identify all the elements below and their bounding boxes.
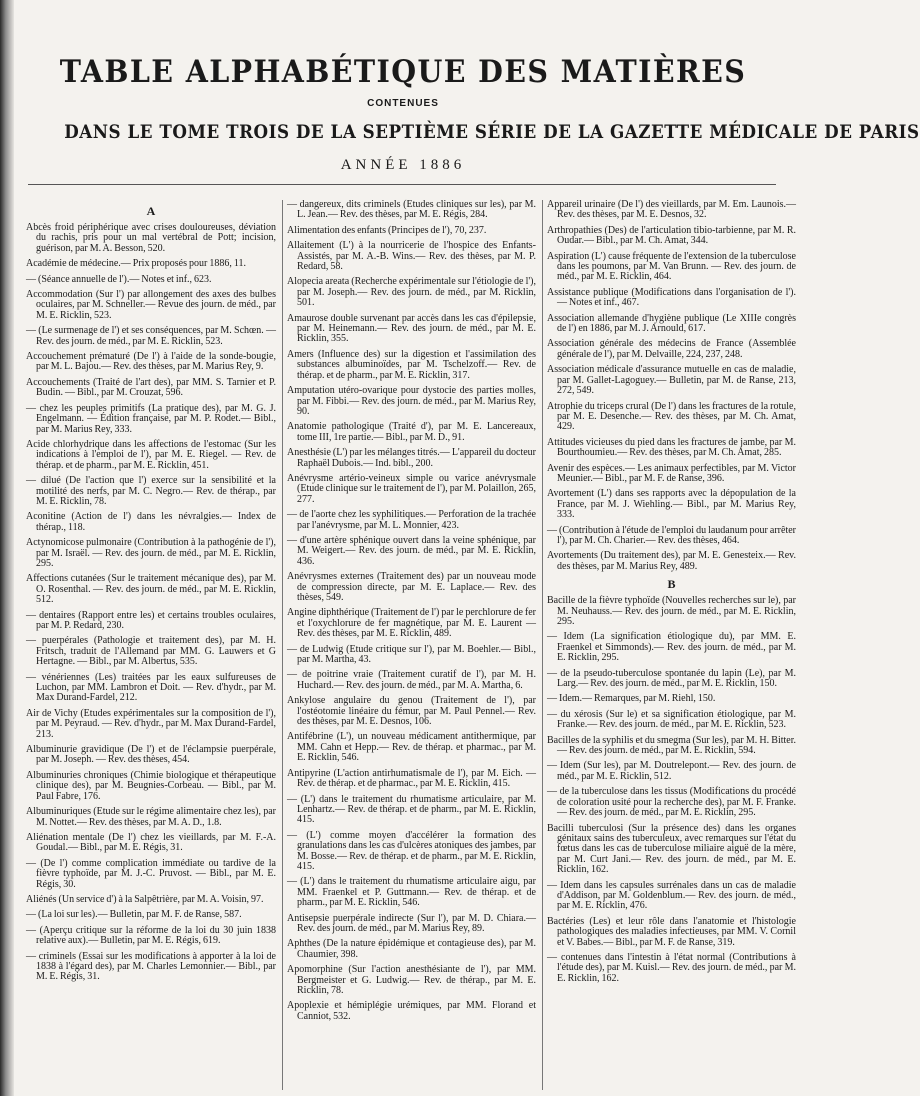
index-entry: Bactéries (Les) et leur rôle dans l'anatomie et l'histologie pathologiques des maladies infectieuses, par MM. V. Cornil et V. Babes.— Bibl., par M. F. de Ranse, 319. [547, 915, 796, 948]
index-entry: — (Le surmenage de l') et ses conséquences, par M. Schœn. — Rev. des journ. de méd., par M. E. Ricklin, 523. [26, 325, 276, 347]
index-entry: Appareil urinaire (De l') des vieillards, par M. Em. Launois.— Rev. des thèses, par M. E. Desnos, 32. [547, 199, 796, 221]
index-entry: Atrophie du triceps crural (De l') dans les fractures de la rotule, par M. E. Desenche.— Rev. des thèses, par M. Ch. Amat, 429. [547, 400, 796, 433]
index-entry: — dilué (De l'action que l') exerce sur la sensibilité et la motilité des nerfs, par M. C. Negro.— Rev. de thérap., par M. E. Ricklin, 78. [26, 475, 276, 507]
page-subtitle: CONTENUES [367, 98, 439, 109]
index-entry: — chez les peuples primitifs (La pratique des), par M. G. J. Engelmann. — Édition française, par M. P. Rodet.— Bibl., par M. Marius Rey, 333. [26, 402, 276, 435]
index-entry: Accouchement prématuré (De l') à l'aide de la sonde-bougie, par M. L. Bajou.— Rev. des thèses, par M. Marius Rey, 9. [26, 351, 276, 373]
index-entry: — (L') dans le traitement du rhumatisme articulaire aigu, par MM. Fraenkel et P. Guttmann.— Rev. de thérap. et de pharm., par M. E. Ricklin, 546. [287, 876, 536, 909]
index-entry: Apoplexie et hémiplégie urémiques, par MM. Florand et Canniot, 532. [287, 1000, 536, 1022]
index-entry: Anévrysme artério-veineux simple ou varice anévrysmale (Etude clinique sur le traitement de l'), par M. Polaillon, 265, 277. [287, 472, 536, 505]
index-entry: Abcès froid périphérique avec crises douloureuses, déviation du rachis, pris pour un mal vertébral de Pott; incision, guérison, par M. A. Besson, 520. [26, 222, 276, 254]
index-column-1 [26, 200, 276, 1090]
index-entry: — dentaires (Rapport entre les) et certains troubles oculaires, par M. P. Redard, 230. [26, 609, 276, 631]
index-entry: Assistance publique (Modifications dans l'organisation de l').— Notes et inf., 467. [547, 286, 796, 309]
index-entry: Allaitement (L') à la nourricerie de l'hospice des Enfants-Assistés, par M. A.-B. Wins.— Rev. des thèses, par M. P. Redard, 58. [287, 240, 536, 273]
index-entry: — d'une artère sphénique ouvert dans la veine sphénique, par M. Weigert.— Rev. des journ. de méd., par M. E. Ricklin, 436. [287, 534, 536, 567]
index-entry: Aliénés (Un service d') à la Salpêtrière, par M. A. Voisin, 97. [26, 893, 264, 905]
document-header [18, 54, 920, 174]
index-entry: Ankylose angulaire du genou (Traitement de l'), par l'ostéotomie linéaire du fémur, par M. Paul Pennel.— Rev. des thèses, par M. E. Desnos, 106. [287, 695, 536, 728]
index-entry: Alopecia areata (Recherche expérimentale sur l'étiologie de l'), par M. Joseph.— Rev. des journ. de méd., par M. Ricklin, 501. [287, 276, 536, 309]
index-entry: Avenir des espèces.— Les animaux perfectibles, par M. Victor Meunier.— Bibl., par M. F. de Ranse, 396. [547, 462, 796, 484]
index-entry: — criminels (Essai sur les modifications à apporter à la loi de 1838 à l'égard des), par M. Charles Lemonnier.— Bibl., par M. E. Régis, 31. [26, 950, 276, 983]
index-entry: — contenues dans l'intestin à l'état normal (Contributions à l'étude des), par M. Kuisl.— Rev. des journ. de méd., par M. E. Ricklin, 162. [547, 951, 796, 984]
index-entry: Académie de médecine.— Prix proposés pour 1886, 11. [26, 258, 246, 270]
index-entry: Association allemande d'hygiène publique (Le XIIIe congrès de l') en 1886, par M. J. Arnould, 617. [547, 312, 796, 335]
index-entry: — de la tuberculose dans les tissus (Modifications du procédé de coloration usité pour la recherche des), par M. F. Franke.— Rev. des journ. de méd., par M. E. Ricklin, 295. [547, 786, 796, 819]
index-entry: Alimentation des enfants (Principes de l'), 70, 237. [287, 224, 487, 236]
index-entry: Affections cutanées (Sur le traitement mécanique des), par M. O. Rosenthal. — Rev. des journ. de méd., par M. E. Ricklin, 512. [26, 573, 276, 606]
index-entry: Acide chlorhydrique dans les affections de l'estomac (Sur les indications à l'emploi de l'), par M. E. Riegel. — Rev. de thérap. et de pharm., par M. E. Ricklin, 451. [26, 438, 276, 471]
index-entry: — Idem.— Remarques, par M. Riehl, 150. [547, 693, 716, 705]
index-entry: — puerpérales (Pathologie et traitement des), par M. H. Fritsch, traduit de l'Allemand par MM. G. Lauwers et G Hertagne. — Bibl., par M. Albertus, 535. [26, 635, 276, 668]
index-entry: Arthropathies (Des) de l'articulation tibio-tarbienne, par M. R. Oudar.— Bibl., par M. Ch. Amat, 344. [547, 224, 796, 247]
index-entry: Bacilles de la syphilis et du smegma (Sur les), par M. H. Bitter.— Rev. des journ. de méd., par M. E. Ricklin, 594. [547, 734, 796, 757]
index-entry: Antifébrine (L'), un nouveau médicament antithermique, par MM. Cahn et Hepp.— Rev. de thérap. et pharmac., par M. E. Ricklin, 546. [287, 731, 536, 764]
section-letter-b: B [667, 577, 676, 592]
year-label: ANNÉE 1886 [340, 157, 466, 173]
index-columns [26, 199, 796, 1090]
index-entry: Antipyrine (L'action antirhumatismale de l'), par M. Eich. — Rev. de thérap. et de pharmac., par M. E. Ricklin, 415. [287, 767, 536, 790]
index-column-3 [542, 200, 796, 1090]
index-entry: Aspiration (L') cause fréquente de l'extension de la tuberculose dans les poumons, par M. Van Brunn. — Rev. des journ. de méd., par M. E. Ricklin, 464. [547, 250, 796, 283]
index-entry: — Idem (La signification étiologique du), par MM. E. Fraenkel et Simmonds).— Rev. des journ. de méd., par M. E. Ricklin, 295. [547, 631, 796, 664]
index-entry: — (Aperçu critique sur la réforme de la loi du 30 juin 1838 relative aux).— Bulletin, par M. E. Régis, 619. [26, 924, 276, 947]
index-entry: — du xérosis (Sur le) et sa signification étiologique, par M. Franke.— Rev. des journ. de méd., par M. E. Ricklin, 523. [547, 708, 796, 731]
index-entry: Albuminuriques (Etude sur le régime alimentaire chez les), par M. Nottet.— Rev. des thèses, par M. A. D., 1.8. [26, 806, 276, 828]
index-entry: Accouchements (Traité de l'art des), par MM. S. Tarnier et P. Budin. — Bibl., par M. Crouzat, 596. [26, 376, 276, 399]
index-entry: Amaurose double survenant par accès dans les cas d'épilepsie, par M. Heinemann.— Rev. des journ. de méd., par M. E. Ricklin, 355. [287, 312, 536, 345]
index-entry: — de l'aorte chez les syphilitiques.— Perforation de la trachée par l'anévrysme, par M. L. Monnier, 423. [287, 509, 536, 531]
section-letter-a: A [146, 204, 156, 218]
page-fold-shadow [0, 0, 14, 1096]
index-entry: Avortement (L') dans ses rapports avec la dépopulation de la France, par M. J. Wiehling.— Bibl., par M. Marius Rey, 333. [547, 488, 796, 521]
index-entry: — dangereux, dits criminels (Etudes cliniques sur les), par M. L. Jean.— Rev. des thèses, par M. E. Régis, 284. [287, 199, 536, 221]
index-entry: Amputation utéro-ovarique pour dystocie des parties molles, par M. Fibbi.— Rev. des journ. de méd., par M. Marius Rey, 90. [287, 385, 536, 417]
index-entry: Association générale des médecins de France (Assemblée générale de l'), par M. Delvaille, 224, 237, 248. [547, 338, 796, 360]
index-entry: Aliénation mentale (De l') chez les vieillards, par M. F.-A. Goudal.— Bibl., par M. E. Régis, 31. [26, 831, 276, 854]
journal-title: DANS LE TOME TROIS DE LA SEPTIÈME SÉRIE DE LA GAZETTE MÉDICALE DE PARIS [64, 121, 920, 143]
index-entry: Anévrysmes externes (Traitement des) par un nouveau mode de compression directe, par M. E. Laplace.— Rev. des thèses, 549. [287, 571, 536, 603]
index-entry: Air de Vichy (Etudes expérimentales sur la composition de l'), par M. Peyraud. — Rev. d'hydr., par M. Max Durand-Fardel, 213. [26, 707, 276, 740]
index-entry: Anesthésie (L') par les mélanges titrés.— L'appareil du docteur Raphaël Dubois.— Ind. bibl., 200. [287, 447, 536, 469]
index-entry: — (L') dans le traitement du rhumatisme articulaire, par M. Lenhartz.— Rev. de thérap. et de pharm., par M. E. Ricklin, 415. [287, 793, 536, 826]
index-entry: Accommodation (Sur l') par allongement des axes des bulbes oculaires, par M. Schneller.— Revue des journ. de méd., par M. E. Ricklin, 523. [26, 289, 276, 321]
index-entry: — (L') comme moyen d'accélérer la formation des granulations dans les cas d'ulcères atoniques des jambes, par M. Bosse.— Rev. de thérap. et de pharm., par M. E. Ricklin, 415. [287, 829, 536, 872]
index-entry: — de poitrine vraie (Traitement curatif de l'), par M. H. Huchard.— Rev. des journ. de méd., par M. A. Martha, 6. [287, 669, 536, 691]
index-entry: — de la pseudo-tuberculose spontanée du lapin (Le), par M. Larg.— Rev. des journ. de méd., par M. E. Ricklin, 150. [547, 667, 796, 690]
index-entry: — (De l') comme complication immédiate ou tardive de la fièvre typhoïde, par M. J.-C. Pruvost. — Bibl., par M. E. Régis, 30. [26, 857, 276, 890]
index-entry: Amers (Influence des) sur la digestion et l'assimilation des substances albuminoïdes, par M. Tschelzoff.— Rev. de thérap. et de pharm., par M. E. Ricklin, 317. [287, 348, 536, 381]
index-column-2 [282, 200, 536, 1090]
index-entry: Apomorphine (Sur l'action anesthésiante de l'), par MM. Bergmeister et G. Ludwig.— Rev. de thérap., par M. E. Ricklin, 78. [287, 964, 536, 996]
index-entry: — (Séance annuelle de l').— Notes et inf., 623. [26, 273, 212, 285]
index-entry: Aconitine (Action de l') dans les névralgies.— Index de thérap., 118. [26, 511, 276, 533]
index-entry: — Idem (Sur les), par M. Doutrelepont.— Rev. des journ. de méd., par M. E. Ricklin, 512. [547, 760, 796, 782]
header-rule [28, 184, 776, 185]
index-entry: — vénériennes (Les) traitées par les eaux sulfureuses de Luchon, par MM. Lambron et Doit. — Rev. d'hydr., par M. Max Durand-Fardel, 212. [26, 671, 276, 704]
index-entry: — (La loi sur les).— Bulletin, par M. F. de Ranse, 587. [26, 909, 242, 921]
index-entry: Albuminuries chroniques (Chimie biologique et thérapeutique clinique des), par M. Beugnies-Corbeau. — Bibl., par M. Paul Fabre, 176. [26, 769, 276, 802]
index-entry: Angine diphthérique (Traitement de l') par le perchlorure de fer et l'oxychlorure de fer magnétique, par M. E. Laurent — Rev. des thèses, par M. E. Ricklin, 489. [287, 607, 536, 640]
page-title: TABLE ALPHABÉTIQUE DES MATIÈRES [59, 54, 747, 90]
index-entry: — de Ludwig (Etude critique sur l'), par M. Boehler.— Bibl., par M. Martha, 43. [287, 643, 536, 666]
index-entry: Association médicale d'assurance mutuelle en cas de maladie, par M. Gallet-Lagoguey.— Bulletin, par M. de Ranse, 213, 272, 549. [547, 364, 796, 397]
index-entry: Bacille de la fièvre typhoïde (Nouvelles recherches sur le), par M. Neuhauss.— Rev. des journ. de méd., par M. E. Ricklin, 295. [547, 595, 796, 627]
index-entry: Attitudes vicieuses du pied dans les fractures de jambe, par M. Bourthoumieu.— Rev. des thèses, par M. Ch. Amat, 285. [547, 436, 796, 459]
index-entry: Antisepsie puerpérale indirecte (Sur l'), par M. D. Chiara.— Rev. des journ. de méd., par M. Marius Rey, 89. [287, 912, 536, 934]
index-entry: Avortements (Du traitement des), par M. E. Genesteix.— Rev. des thèses, par M. Marius Rey, 489. [547, 550, 796, 572]
index-entry: Albuminurie gravidique (De l') et de l'éclampsie puerpérale, par M. Joseph. — Rev. des thèses, 454. [26, 744, 276, 766]
index-entry: — (Contribution à l'étude de l'emploi du laudanum pour arrêter l'), par M. Ch. Charier.— Rev. des thèses, 464. [547, 524, 796, 546]
document-page [18, 0, 920, 1096]
index-entry: Actynomicose pulmonaire (Contribution à la pathogénie de l'), par M. Israël. — Rev. des journ. de méd., par M. E. Ricklin, 295. [26, 537, 276, 569]
index-entry: Anatomie pathologique (Traité d'), par M. E. Lancereaux, tome III, 1re partie.— Bibl., par M. D., 91. [287, 421, 536, 443]
index-entry: Bacilli tuberculosi (Sur la présence des) dans les organes génitaux sains des tuberculeux, avec remarques sur l'état du fœtus dans les cas de tuberculose miliaire aiguë de la mère, par M. Curt Jani.— Rev. des journ. de méd., par M. E. Ricklin, 162. [547, 822, 796, 876]
index-entry: — Idem dans les capsules surrénales dans un cas de maladie d'Addison, par M. Goldenblum.— Rev. des journ. de méd., par M. E. Ricklin, 476. [547, 879, 796, 912]
index-entry: Aphthes (De la nature épidémique et contagieuse des), par M. Chaumier, 398. [287, 938, 536, 960]
